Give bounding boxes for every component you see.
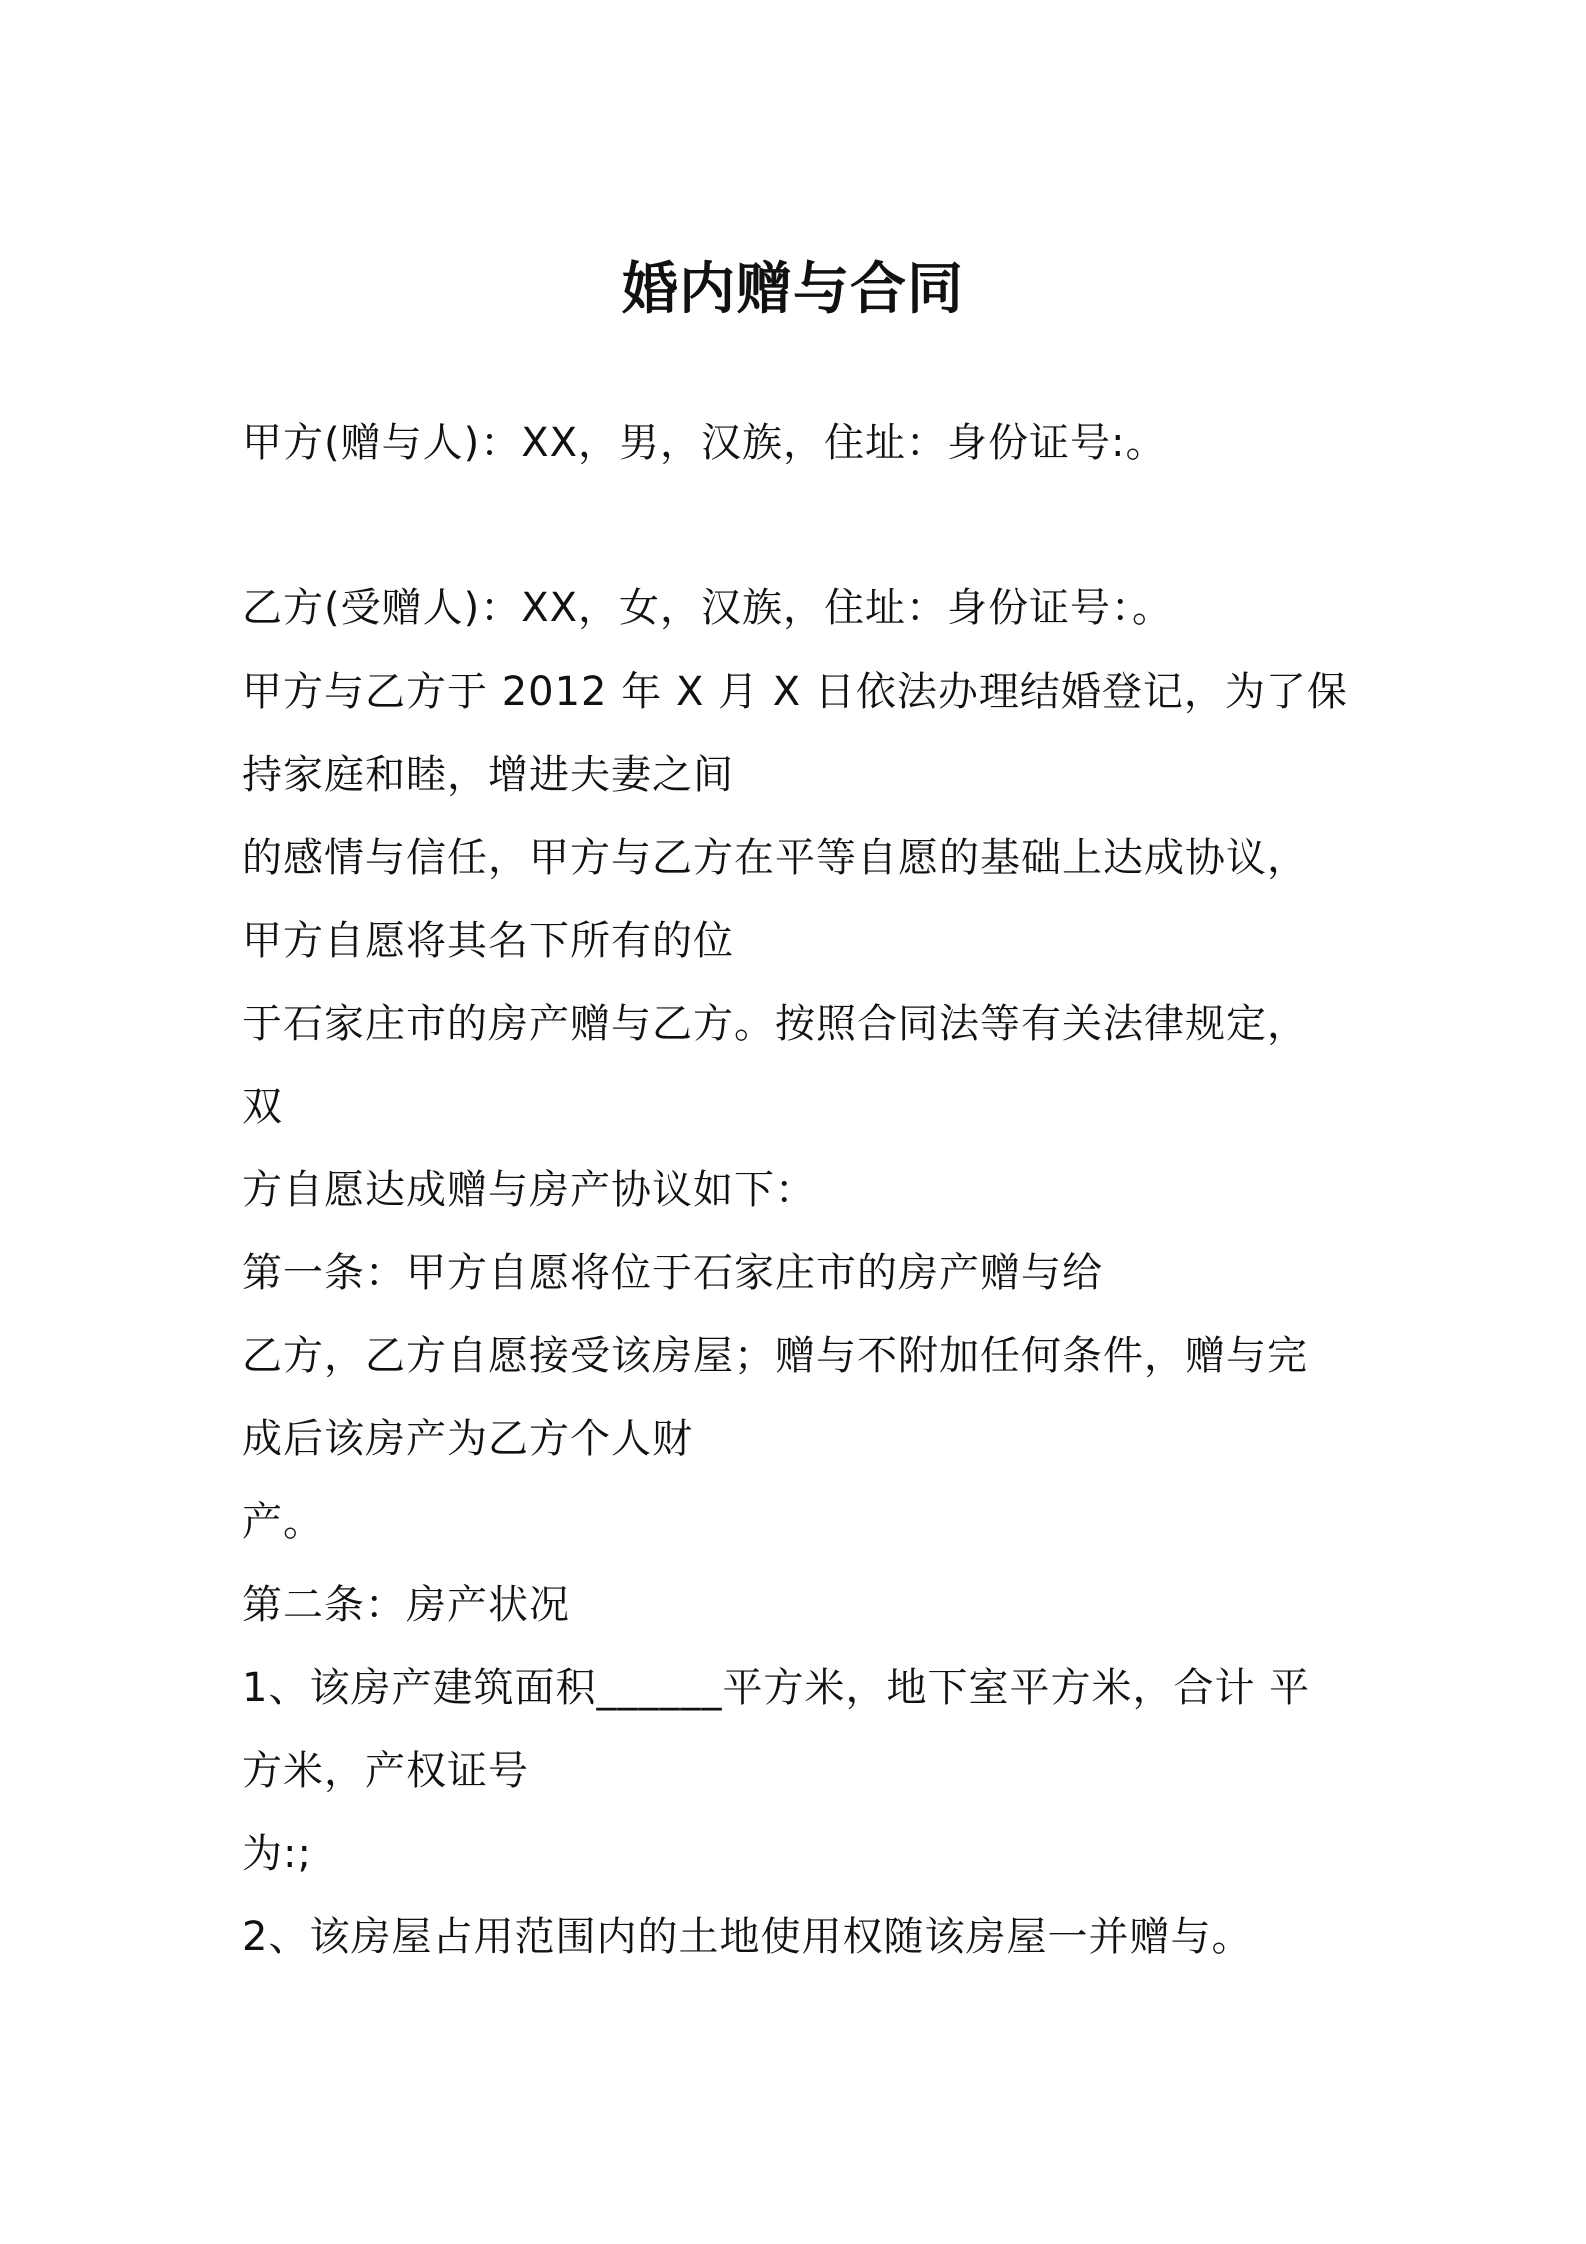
body-line: 持家庭和睦，增进夫妻之间	[242, 752, 734, 798]
article-2-heading: 第二条：房产状况	[242, 1582, 570, 1628]
document-title: 婚内赠与合同	[622, 257, 964, 322]
body-line: 1、该房产建筑面积______平方米，地下室平方米，合计 平	[242, 1665, 1311, 1711]
body-line: 产。	[242, 1499, 324, 1545]
body-line: 乙方，乙方自愿接受该房屋；赠与不附加任何条件，赠与完	[242, 1333, 1308, 1379]
body-line: 的感情与信任，甲方与乙方在平等自愿的基础上达成协议，	[242, 835, 1308, 881]
party-a-line: 甲方(赠与人)：XX，男，汉族，住址：身份证号:。	[242, 420, 1167, 466]
body-line: 甲方自愿将其名下所有的位	[242, 918, 734, 964]
body-line: 于石家庄市的房产赠与乙方。按照合同法等有关法律规定，	[242, 1001, 1308, 1047]
body-line: 双	[242, 1084, 283, 1130]
body-line: 甲方与乙方于 2012 年 X 月 X 日依法办理结婚登记，为了保	[242, 669, 1348, 715]
party-b-line: 乙方(受赠人)：XX，女，汉族，住址：身份证号：。	[242, 585, 1174, 631]
body-line: 成后该房产为乙方个人财	[242, 1416, 693, 1462]
body-line: 2、该房屋占用范围内的土地使用权随该房屋一并赠与。	[242, 1914, 1253, 1960]
body-line: 方米，产权证号	[242, 1748, 529, 1794]
body-line: 方自愿达成赠与房产协议如下：	[242, 1167, 816, 1213]
body-line: 为:;	[242, 1831, 312, 1877]
article-1-heading: 第一条：甲方自愿将位于石家庄市的房产赠与给	[242, 1250, 1103, 1296]
